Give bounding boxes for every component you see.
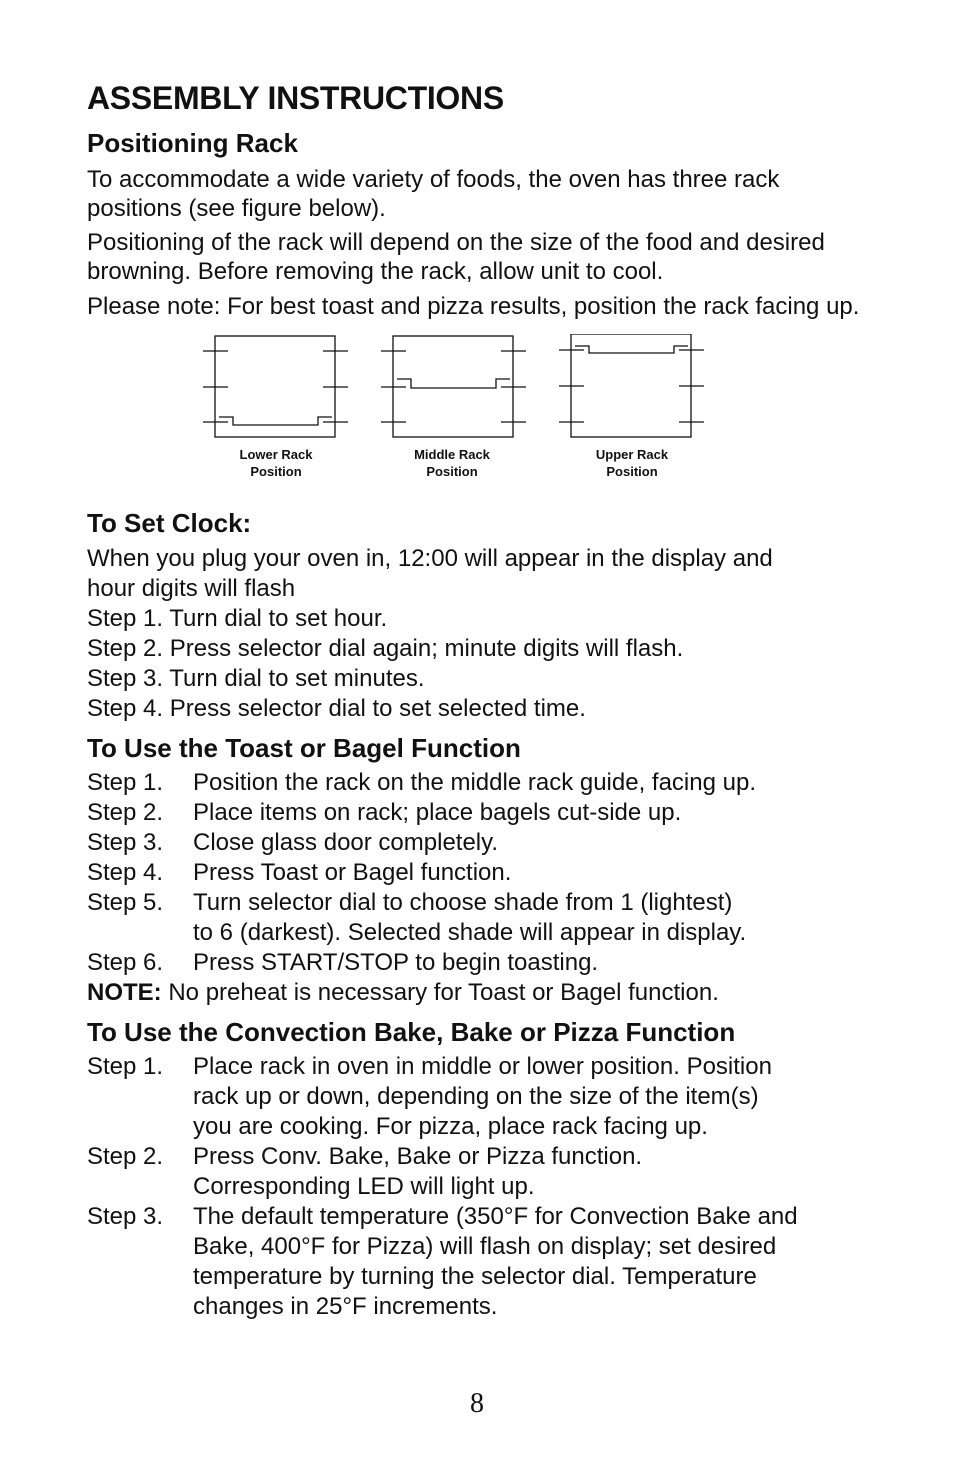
positioning-rack-heading: Positioning Rack xyxy=(87,128,298,158)
rack-diagrams xyxy=(87,334,877,444)
toast-step-2: Step 2. Place items on rack; place bagels cut-side up. xyxy=(87,799,682,826)
toast-step-6: Step 6. Press START/STOP to begin toasting. xyxy=(87,949,599,976)
set-clock-heading: To Set Clock: xyxy=(87,508,252,538)
note-text: No preheat is necessary for Toast or Bagel function. xyxy=(161,979,719,1006)
middle-rack-label: Middle Rack Position xyxy=(414,447,490,479)
clock-step-1: Step 1. Turn dial to set hour. xyxy=(87,605,388,632)
manual-page xyxy=(87,78,877,1322)
upper-rack-label: Upper Rack Position xyxy=(595,447,669,479)
toast-bagel-heading: To Use the Toast or Bagel Function xyxy=(87,733,521,763)
clock-step-4: Step 4. Press selector dial to set selected time. xyxy=(87,695,586,722)
toast-step-5: Step 5. Turn selector dial to choose shade from 1 (lightest) to 6 (darkest). Selected shade will appear in display. xyxy=(87,889,747,946)
upper-rack-diagram xyxy=(559,334,704,437)
rack-position-figure xyxy=(87,334,877,506)
positioning-para-3: Please note: For best toast and pizza results, position the rack facing up. xyxy=(87,293,860,320)
convection-step-1: Step 1. Place rack in oven in middle or lower position. Position rack up or down, depending on the size of the item(s) you are cooking. For pizza, place rack facing up. xyxy=(87,1053,772,1140)
convection-heading: To Use the Convection Bake, Bake or Pizza Function xyxy=(87,1017,736,1047)
toast-note xyxy=(87,978,877,1008)
convection-step-3: Step 3. The default temperature (350°F for Convection Bake and Bake, 400°F for Pizza) will flash on display; set desired temperature by turning the selector dial. Temperature changes in 25°F increments. xyxy=(87,1203,798,1320)
note-label: NOTE: xyxy=(87,979,162,1006)
clock-step-2: Step 2. Press selector dial again; minute digits will flash. xyxy=(87,635,684,662)
clock-step-3: Step 3. Turn dial to set minutes. xyxy=(87,665,425,692)
page-title: ASSEMBLY INSTRUCTIONS xyxy=(87,80,504,116)
middle-rack-diagram xyxy=(381,336,526,437)
lower-rack-diagram xyxy=(203,336,348,437)
toast-step-3: Step 3. Close glass door completely. xyxy=(87,829,499,856)
lower-rack-label: Lower Rack Position xyxy=(239,447,313,479)
toast-steps-list xyxy=(87,768,877,1008)
convection-step-2: Step 2. Press Conv. Bake, Bake or Pizza function. Corresponding LED will light up. xyxy=(87,1143,643,1200)
convection-steps-list xyxy=(87,1052,877,1322)
positioning-para-2: Positioning of the rack will depend on the size of the food and desired browning. Before removing the rack, allow unit to cool. xyxy=(87,229,825,285)
toast-step-1: Step 1. Position the rack on the middle rack guide, facing up. xyxy=(87,769,756,796)
clock-intro-line-1: When you plug your oven in, 12:00 will appear in the display and xyxy=(87,545,773,572)
clock-intro-line-2: hour digits will flash xyxy=(87,575,296,602)
page-number: 8 xyxy=(470,1388,484,1419)
positioning-para-1: To accommodate a wide variety of foods, the oven has three rack positions (see figure below). xyxy=(87,166,780,222)
toast-step-4: Step 4. Press Toast or Bagel function. xyxy=(87,859,512,886)
